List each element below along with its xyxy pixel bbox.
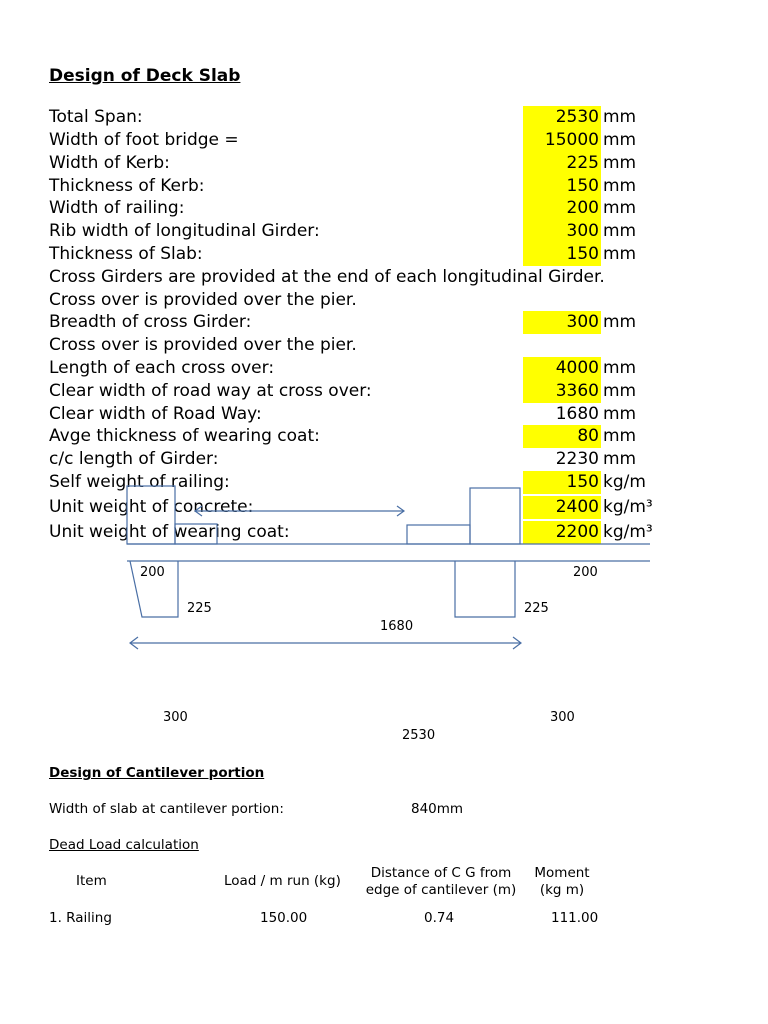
row-railing-item: 1. Railing [49, 910, 112, 926]
param-label: Rib width of longitudinal Girder: [49, 221, 320, 241]
param-value: 300 [523, 220, 601, 243]
col-header-distance-line1: Distance of C G from [370, 865, 512, 881]
param-unit: mm [603, 244, 637, 264]
param-value: 1680 [555, 404, 599, 424]
cantilever-width-number: 840 [411, 801, 437, 817]
param-unit: mm [603, 107, 637, 127]
right-railing-block [470, 488, 520, 544]
param-label: Width of Kerb: [49, 153, 170, 173]
kerb-width-left: 225 [187, 601, 212, 616]
param-value: 150 [523, 243, 601, 266]
param-label: Self weight of railing: [49, 472, 230, 492]
param-label: Cross over is provided over the pier. [49, 290, 357, 310]
param-unit: kg/m³ [603, 522, 653, 542]
kerb-width-right: 225 [524, 601, 549, 616]
param-value: 225 [523, 152, 601, 175]
param-label: Clear width of road way at cross over: [49, 381, 372, 401]
param-label: Breadth of cross Girder: [49, 312, 252, 332]
span-label: 2530 [402, 728, 436, 743]
param-value: 150 [523, 175, 601, 198]
param-value: 2200 [523, 521, 601, 544]
left-railing-block [127, 486, 175, 544]
col-header-moment-line1: Moment [534, 865, 590, 881]
param-label: Width of foot bridge = [49, 130, 239, 150]
cantilever-width-value [411, 801, 463, 818]
param-unit: mm [603, 449, 637, 469]
param-unit: mm [603, 130, 637, 150]
railing-width-right: 200 [573, 565, 598, 580]
param-label: Cross over is provided over the pier. [49, 335, 357, 355]
row-railing-moment: 111.00 [551, 910, 599, 926]
right-kerb-block [407, 525, 470, 544]
param-value: 2530 [523, 106, 601, 129]
param-unit: kg/m³ [603, 497, 653, 517]
param-unit: mm [603, 198, 637, 218]
dead-load-heading: Dead Load calculation [49, 837, 199, 853]
param-label: Length of each cross over: [49, 358, 275, 378]
param-unit: kg/m [603, 472, 646, 492]
col-header-distance-line2: edge of cantilever (m) [365, 882, 517, 898]
param-unit: mm [603, 404, 637, 424]
param-label: c/c length of Girder: [49, 449, 219, 469]
col-header-load: Load / m run (kg) [224, 873, 341, 889]
param-unit: mm [603, 221, 637, 241]
param-value: 80 [523, 425, 601, 448]
cantilever-heading: Design of Cantilever portion [49, 765, 265, 781]
param-unit: mm [603, 176, 637, 196]
param-unit: mm [603, 426, 637, 446]
param-unit: mm [603, 312, 637, 332]
param-unit: mm [603, 381, 637, 401]
cantilever-width-unit: mm [436, 801, 464, 817]
row-railing-load: 150.00 [260, 910, 308, 926]
page-title: Design of Deck Slab [49, 66, 241, 86]
railing-width-left: 200 [140, 565, 165, 580]
param-unit: mm [603, 153, 637, 173]
rib-width-right: 300 [550, 710, 575, 725]
param-value: 4000 [523, 357, 601, 380]
right-rib [455, 561, 515, 617]
cantilever-width-label: Width of slab at cantilever portion: [49, 801, 284, 817]
rib-width-left: 300 [163, 710, 188, 725]
param-label: Cross Girders are provided at the end of each longitudinal Girder. [49, 267, 605, 287]
col-header-moment [524, 865, 600, 899]
param-label: Unit weight of wearing coat: [49, 522, 290, 542]
param-value: 2230 [555, 449, 599, 469]
col-header-distance [358, 865, 524, 899]
param-value: 3360 [523, 380, 601, 403]
param-label: Thickness of Kerb: [49, 176, 205, 196]
road-width-label: 1680 [380, 619, 414, 634]
param-label: Total Span: [49, 107, 143, 127]
col-header-moment-line2: (kg m) [539, 882, 585, 898]
col-header-item: Item [76, 873, 107, 889]
param-label: Unit weight of concrete: [49, 497, 254, 517]
param-unit: mm [603, 358, 637, 378]
param-label: Width of railing: [49, 198, 185, 218]
param-value: 2400 [523, 496, 601, 519]
param-label: Thickness of Slab: [49, 244, 203, 264]
left-kerb-block [175, 524, 217, 544]
param-value: 150 [523, 471, 601, 494]
param-value: 15000 [523, 129, 601, 152]
param-value: 200 [523, 197, 601, 220]
param-label: Avge thickness of wearing coat: [49, 426, 320, 446]
param-label: Clear width of Road Way: [49, 404, 262, 424]
row-railing-distance: 0.74 [424, 910, 455, 926]
param-value: 300 [523, 311, 601, 334]
